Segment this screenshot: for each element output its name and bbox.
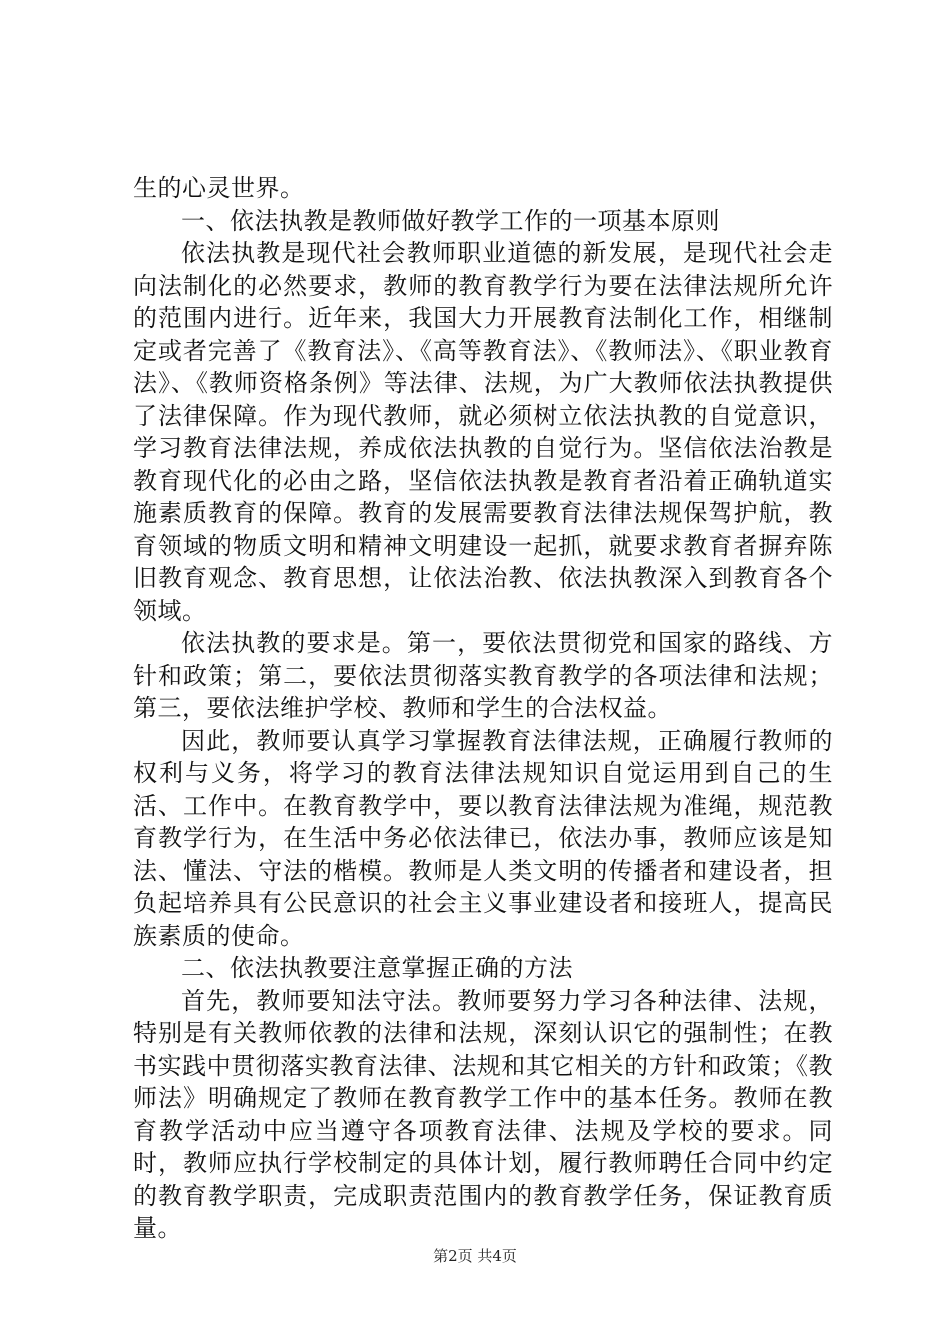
paragraph-continuation: 生的心灵世界。 (133, 174, 305, 202)
paragraph: 因此，教师要认真学习掌握教育法律法规，正确履行教师的权利与义务，将学习的教育法律法规知识自觉运用到自己的生活、工作中。在教育教学中，要以教育法律法规为准绳，规范教育教学行为，在生活中务必依法律已，依法办事，教师应该是知法、懂法、守法的楷模。教师是人类文明的传播者和建设者，担负起培养具有公民意识的社会主义事业建设者和接班人，提高民族素质的使命。 (133, 726, 833, 950)
paragraph: 首先，教师要知法守法。教师要努力学习各种法律、法规，特别是有关教师依教的法律和法规，深刻认识它的强制性；在教书实践中贯彻落实教育法律、法规和其它相关的方针和政策；《教师法》明确规定了教师在教育教学工作中的基本任务。教师在教育教学活动中应当遵守各项教育法律、法规及学校的要求。同时，教师应执行学校制定的具体计划，履行教师聘任合同中约定的教育教学职责，完成职责范围内的教育教学任务，保证教育质量。 (133, 986, 833, 1242)
section-heading-1: 一、依法执教是教师做好教学工作的一项基本原则 (181, 206, 720, 235)
document-body (133, 172, 833, 1245)
section-heading-2: 二、依法执教要注意掌握正确的方法 (181, 954, 573, 982)
paragraph: 依法执教的要求是。第一，要依法贯彻党和国家的路线、方针和政策；第二，要依法贯彻落实教育教学的各项法律和法规；第三，要依法维护学校、教师和学生的合法权益。 (133, 629, 833, 722)
page-footer: 第2页 共4页 (433, 1247, 517, 1265)
paragraph: 依法执教是现代社会教师职业道德的新发展，是现代社会走向法制化的必然要求，教师的教育教学行为要在法律法规所允许的范围内进行。近年来，我国大力开展教育法制化工作，相继制定或者完善了《教育法》、《高等教育法》、《教师法》、《职业教育法》、《教师资格条例》等法律、法规，为广大教师依法执教提供了法律保障。作为现代教师，就必须树立依法执教的自觉意识，学习教育法律法规，养成依法执教的自觉行为。坚信依法治教是教育现代化的必由之路，坚信依法执教是教育者沿着正确轨道实施素质教育的保障。教育的发展需要教育法律法规保驾护航，教育领域的物质文明和精神文明建设一起抓，就要求教育者摒弃陈旧教育观念、教育思想，让依法治教、依法执教深入到教育各个领域。 (133, 239, 833, 625)
